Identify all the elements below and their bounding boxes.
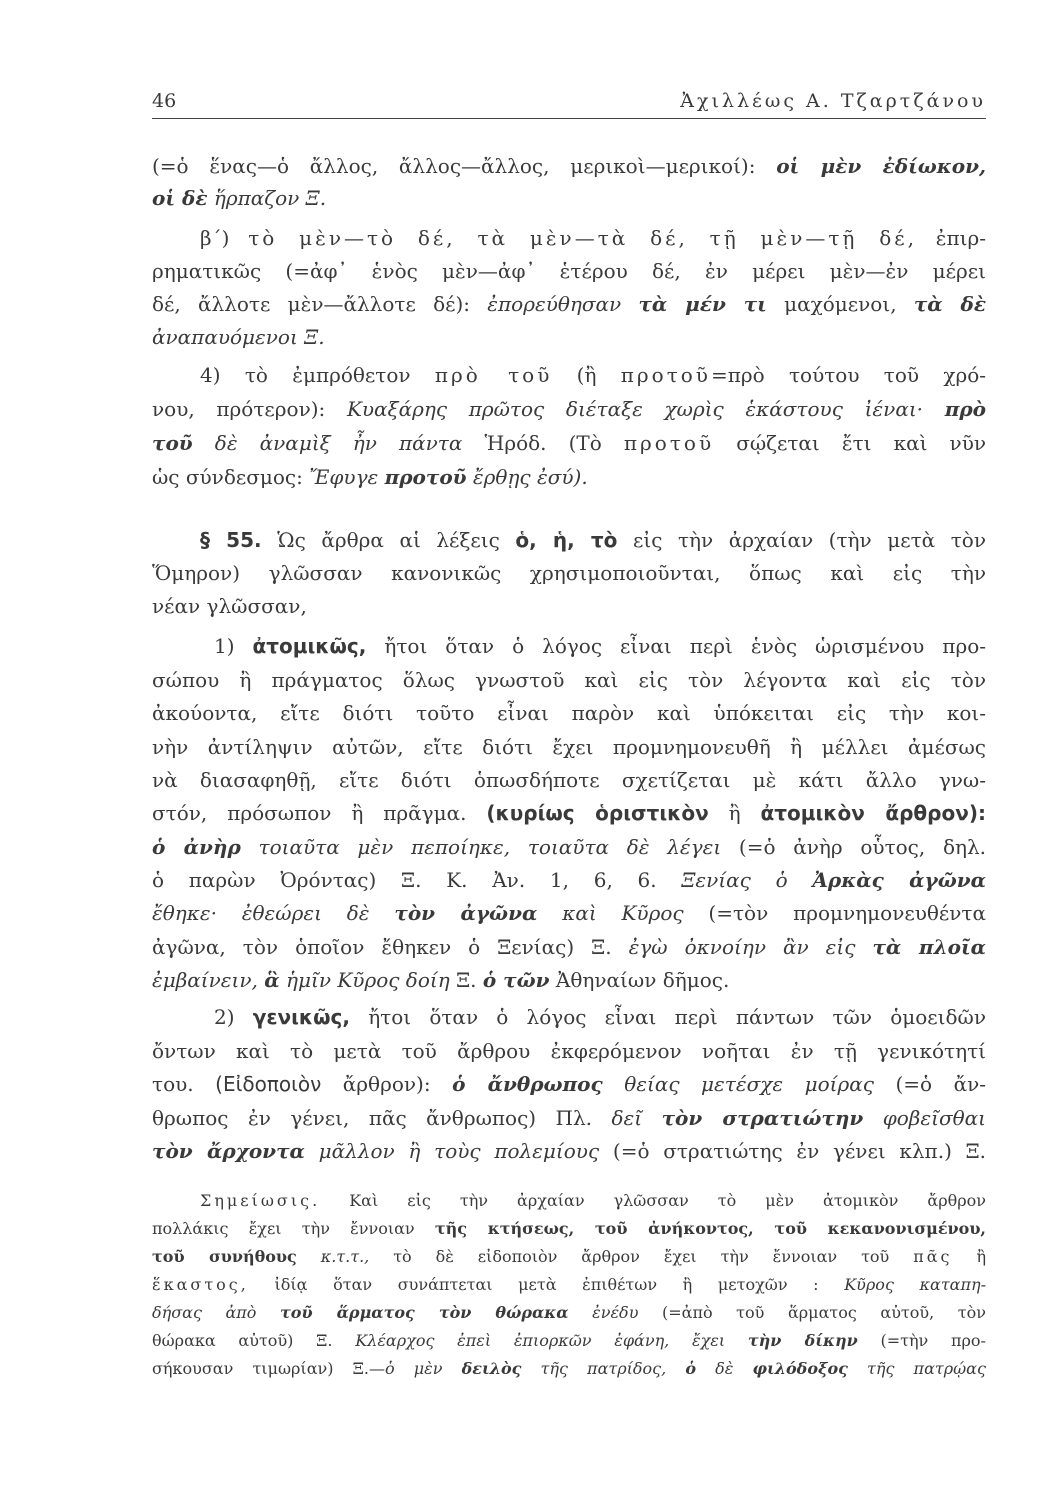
example-text: τὸν ἄρχοντα: [152, 1139, 305, 1163]
example-text: τὸν ἀγῶνα: [394, 901, 538, 925]
text-run: δέ, ἄλλοτε μὲν—ἄλλοτε δέ):: [152, 292, 471, 316]
text-run: ἢ: [728, 801, 741, 825]
text-run: του.: [152, 1072, 194, 1096]
text-line-2: [152, 185, 986, 211]
note-line-4: [152, 1274, 986, 1296]
example-text: τὸν στρατιώτην: [661, 1106, 864, 1130]
example-text: πρὸ: [944, 397, 986, 421]
text-run: σῴζεται ἔτι καὶ νῦν: [736, 431, 987, 455]
example-text: οἱ δὲ: [152, 186, 208, 210]
text-run: Καὶ εἰς τὴν ἀρχαίαν γλῶσσαν τὸ μὲν ἀτομικὸν ἄρθρον: [349, 1191, 986, 1210]
example-text: δὲ: [715, 1359, 734, 1378]
text-run: Ὡς ἄρθρα αἱ λέξεις: [277, 528, 500, 552]
text-run: =πρὸ τούτου τοῦ χρό-: [710, 363, 987, 387]
text-run: (=ὁ στρατιώτης ἐν γένει κλπ.) Ξ.: [612, 1139, 987, 1163]
example-text: φοβεῖσθαι: [882, 1106, 986, 1130]
example-text: ἐπορεύθησαν: [487, 292, 622, 316]
text-line-10: [152, 464, 986, 490]
section-55-heading: [152, 527, 986, 553]
text-run: 4) τὸ ἐμπρόθετον: [200, 363, 411, 387]
example-text: τοῦ: [152, 431, 193, 455]
text-run: τὸ δὲ εἰδοποιὸν ἄρθρον ἔχει τὴν ἔννοιαν τοῦ: [393, 1247, 890, 1266]
example-text: ἔχει: [691, 1331, 726, 1350]
text-run: πολλάκις ἔχει τὴν ἔννοιαν: [152, 1219, 415, 1238]
spaced-text: πᾶς: [913, 1247, 953, 1266]
example-text: Κῦρος καταπη-: [844, 1275, 986, 1294]
spaced-text: προτοῦ: [620, 363, 711, 387]
text-run: ἄρθρον):: [342, 1072, 431, 1096]
example-text: τῆς πατρίδος,: [540, 1359, 667, 1378]
example-text: μᾶλλον ἢ τοὺς πολεμίους: [318, 1139, 600, 1163]
text-line-27: [152, 1071, 986, 1097]
example-text: τὰ πλοῖα: [872, 935, 987, 959]
note-line-6: [152, 1330, 986, 1352]
example-text: τοιαῦτα μὲν πεποίηκε, τοιαῦτα δὲ λέγει: [258, 835, 722, 859]
note-line-3: [152, 1246, 986, 1268]
text-run: εἰς τὴν ἀρχαίαν (τὴν μετὰ τὸν: [632, 528, 986, 552]
example-text: ὁ ἀνὴρ: [152, 835, 241, 859]
text-run: β΄): [200, 226, 230, 250]
keyword: ὁ, ἡ, τὸ: [515, 528, 618, 552]
example-text: ἐγὼ ὀκνοίην ἂν εἰς: [628, 935, 856, 959]
example-text: τῆς πατρῴας: [867, 1359, 986, 1378]
text-run: στόν, πρόσωπον ἢ πρᾶγμα.: [152, 801, 467, 825]
text-run: ὁ παρὼν Ὀρόντας) Ξ. Κ. Ἀν. 1, 6, 6.: [152, 868, 657, 892]
example-text: ὁ ἄνθρωπος: [452, 1072, 603, 1096]
example-text: Ἀρκὰς ἀγῶνα: [812, 868, 987, 892]
text-run: ἤτοι ὅταν ὁ λόγος εἶναι περὶ πάντων τῶν ὁμοειδῶν: [368, 1005, 987, 1029]
text-run: μαχόμενοι,: [784, 292, 897, 316]
example-text: ἐμβαίνειν,: [152, 968, 258, 992]
note-heading: Σημείωσις.: [200, 1191, 321, 1210]
text-line-24: [152, 967, 986, 993]
note-line-1: [152, 1190, 986, 1212]
text-run: ἰδίᾳ ὅταν συνάπτεται μετὰ ἐπιθέτων ἢ μετοχῶν :: [274, 1275, 819, 1294]
example-text: δήσας ἀπὸ: [152, 1303, 257, 1322]
text-run: νου, πρότερον):: [152, 397, 326, 421]
text-line-9: [152, 430, 986, 456]
spaced-text: πρὸ τοῦ: [434, 363, 553, 387]
example-text: φιλόδοξος: [752, 1359, 848, 1378]
example-text: τοῦ ἅρματος τὸν θώρακα: [280, 1303, 569, 1322]
text-run: 2): [214, 1005, 235, 1029]
example-text: ὁ τῶν: [482, 968, 550, 992]
spaced-text: ἕκαστος,: [152, 1275, 249, 1294]
example-text: ἀναπαυόμενοι Ξ.: [152, 325, 325, 349]
example-text: τὰ μέν τι: [638, 292, 767, 316]
text-line-5: [152, 291, 986, 317]
keyword: (κυρίως ὁριστικὸν: [486, 801, 709, 825]
text-run: 1): [214, 634, 235, 658]
example-text: Ἔφυγε: [309, 465, 379, 489]
note-line-5: [152, 1302, 986, 1324]
text-line-26: ὄντων καὶ τὸ μετὰ τοῦ ἄρθρου ἐκφερόμενον νοῆται ἐν τῇ γενικότητί: [152, 1039, 986, 1063]
keyword: τοῦ συνήθους: [152, 1247, 297, 1266]
text-run: ἤτοι ὅταν ὁ λόγος εἶναι περὶ ἑνὸς ὡρισμένου προ-: [384, 634, 987, 658]
keyword: (Εἰδοποιὸν: [215, 1072, 322, 1096]
text-line-8: [152, 396, 986, 422]
example-text: καὶ Κῦρος: [562, 901, 684, 925]
text-run: Ἡρόδ. (Τὸ: [484, 431, 602, 455]
text-line-7: [152, 362, 986, 388]
text-line-16: ἀκούοντα, εἴτε διότι τοῦτο εἶναι παρὸν καὶ ὑπόκειται εἰς τὴν κοι-: [152, 701, 986, 725]
text-run: (=τὴν προ-: [880, 1331, 986, 1350]
example-text: ἥρπαζον Ξ.: [213, 186, 327, 210]
example-text: Ξενίας ὁ: [681, 868, 788, 892]
text-run: (=ὁ ἀνὴρ οὗτος, δηλ.: [738, 835, 987, 859]
keyword: γενικῶς,: [252, 1005, 350, 1029]
example-text: δεῖ: [611, 1106, 643, 1130]
text-line-14: [152, 633, 986, 659]
text-run: (=ἀπὸ τοῦ ἅρματος αὐτοῦ, τὸν: [662, 1303, 986, 1322]
text-run: ἐπιρ-: [935, 226, 987, 250]
text-line-29: [152, 1138, 986, 1164]
text-line-13: νέαν γλῶσσαν,: [152, 594, 307, 618]
page-header: [152, 88, 986, 119]
text-run: Ἀθηναίων δῆμος.: [555, 968, 730, 992]
spaced-text: τὸ μὲν—τὸ δέ, τὰ μὲν—τὰ δέ, τῇ μὲν—τῇ δέ,: [248, 226, 917, 250]
keyword: ἀτομικῶς,: [252, 634, 367, 658]
text-line-6: [152, 324, 986, 350]
example-text: ὁ: [685, 1359, 697, 1378]
text-line-15: σώπου ἢ πράγματος ὅλως γνωστοῦ καὶ εἰς τὸν λέγοντα καὶ εἰς τὸν: [152, 668, 986, 692]
note-line-2: [152, 1218, 986, 1240]
text-run: σήκουσαν τιμωρίαν) Ξ.—: [152, 1359, 385, 1378]
keyword: ἀτομικὸν ἄρθρον):: [760, 801, 986, 825]
text-line-25: [152, 1004, 986, 1030]
text-line-3: [152, 225, 986, 251]
text-run: ἢ: [976, 1247, 987, 1266]
note-line-7: [152, 1358, 986, 1380]
example-text: τὴν δίκην: [747, 1331, 858, 1350]
example-text: δὲ ἀναμὶξ ἦν πάντα: [214, 431, 463, 455]
page-number: 46: [152, 90, 177, 112]
text-run: (=ὁ ἄν-: [895, 1072, 987, 1096]
text-run: Ξ.: [456, 968, 477, 992]
example-text: ὁ μὲν: [384, 1359, 443, 1378]
text-run: θώρακα αὐτοῦ) Ξ.: [152, 1331, 333, 1350]
example-text: ἔρθῃς ἐσύ).: [472, 465, 588, 489]
text-line-4: ρηματικῶς (=ἀφ᾽ ἑνὸς μὲν—ἀφ᾽ ἑτέρου δέ, ἐν μέρει μὲν—ἐν μέρει: [152, 259, 986, 283]
text-line-17: νὴν ἀντίληψιν αὐτῶν, εἴτε διότι ἔχει προμνημονευθῆ ἢ μέλλει ἀμέσως: [152, 735, 986, 759]
text-line-21: [152, 867, 986, 893]
text-line-23: [152, 934, 986, 960]
text-line-19: [152, 800, 986, 826]
example-text: ἃ: [264, 968, 280, 992]
keyword: τῆς κτήσεως, τοῦ ἀνήκοντος, τοῦ κεκανονισμένου,: [434, 1219, 986, 1238]
text-run: θρωπος ἐν γένει, πᾶς ἄνθρωπος) Πλ.: [152, 1106, 593, 1130]
example-text: ἡμῖν Κῦρος δοίη: [286, 968, 450, 992]
text-line-20: [152, 834, 986, 860]
example-text: οἱ μὲν ἐδίωκον,: [776, 154, 986, 178]
example-text: δειλὸς: [461, 1359, 522, 1378]
text-line-28: [152, 1105, 986, 1131]
example-text: θείας μετέσχε μοίρας: [624, 1072, 874, 1096]
text-run: ὡς σύνδεσμος:: [152, 465, 303, 489]
text-line-1: [152, 153, 986, 179]
text-run: (ἢ: [576, 363, 597, 387]
example-text: Κυαξάρης πρῶτος διέταξε χωρὶς ἑκάστους ἰέναι·: [346, 397, 924, 421]
text-line-12: Ὅμηρον) γλῶσσαν κανονικῶς χρησιμοποιοῦνται, ὅπως καὶ εἰς τὴν: [152, 561, 986, 585]
text-line-22: [152, 900, 986, 926]
example-text: Κλέαρχος ἐπεὶ ἐπιορκῶν ἐφάνη,: [355, 1331, 670, 1350]
section-number: § 55.: [200, 528, 262, 552]
example-text: τὰ δὲ: [913, 292, 987, 316]
text-run: (=τὸν προμνημονευθέντα: [708, 901, 986, 925]
example-text: ἔθηκε· ἐθεώρει δὲ: [152, 901, 370, 925]
running-head: Ἀχιλλέως Α. Τζαρτζάνου: [680, 90, 986, 112]
text-run: ἀγῶνα, τὸν ὁποῖον ἔθηκεν ὁ Ξενίας) Ξ.: [152, 935, 612, 959]
spaced-text: προτοῦ: [623, 431, 715, 455]
example-text: ἐνέδυ: [592, 1303, 639, 1322]
example-text: κ.τ.τ.,: [320, 1247, 370, 1266]
text-line-18: νὰ διασαφηθῇ, εἴτε διότι ὁπωσδήποτε σχετίζεται μὲ κάτι ἄλλο γνω-: [152, 768, 986, 792]
text-run: (=ὁ ἕνας—ὁ ἄλλος, ἄλλος—ἄλλος, μερικοὶ—μερικοί):: [152, 154, 756, 178]
example-text: προτοῦ: [384, 465, 467, 489]
